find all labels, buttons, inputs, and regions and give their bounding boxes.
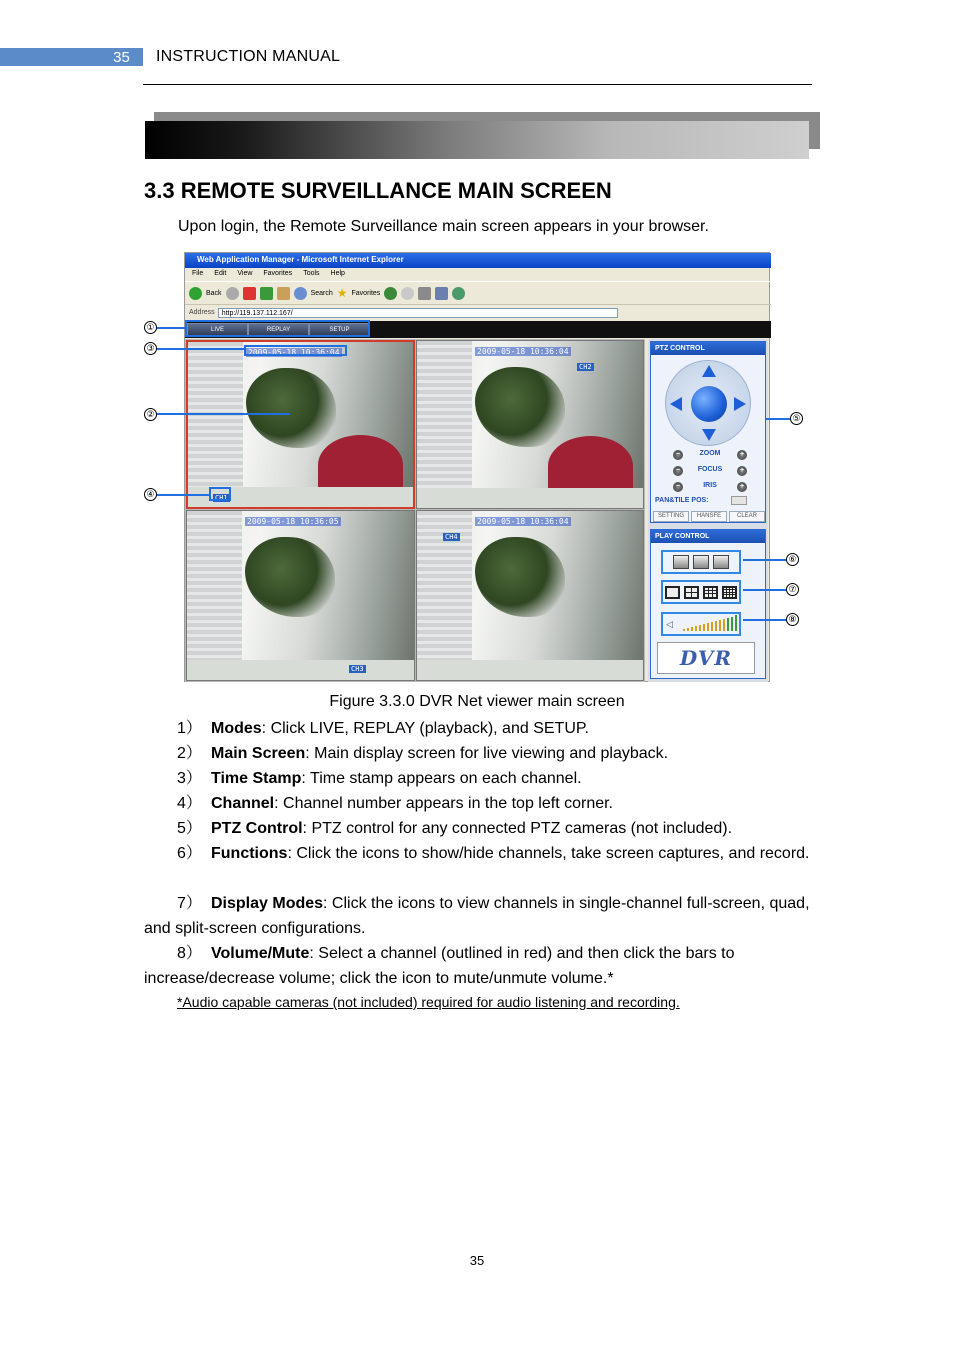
- camera-plant: [475, 537, 565, 617]
- ptz-joystick[interactable]: [665, 360, 751, 446]
- item-term: Main Screen: [211, 745, 306, 762]
- camera-wall: [188, 342, 243, 507]
- callout-line-6: [743, 559, 786, 561]
- item-term: Display Modes: [211, 895, 324, 912]
- ptz-joystick-ball[interactable]: [691, 386, 727, 422]
- callout-1: ①: [144, 321, 157, 334]
- zoom-plus-icon[interactable]: +: [737, 450, 747, 460]
- header-rule: [143, 84, 812, 85]
- history-icon[interactable]: [384, 287, 397, 300]
- zoom-label: ZOOM: [699, 450, 721, 457]
- address-label: Address: [189, 309, 215, 316]
- favorites-icon[interactable]: ★: [336, 286, 348, 300]
- ptz-clear-button[interactable]: CLEAR: [729, 511, 765, 522]
- camera-plant: [475, 367, 565, 447]
- callout-box-channel: [209, 487, 231, 501]
- item-number: 7）: [177, 895, 202, 912]
- messenger-icon[interactable]: [452, 287, 465, 300]
- header-title: INSTRUCTION MANUAL: [156, 48, 341, 65]
- address-bar: [185, 306, 771, 319]
- callout-line-1: [157, 327, 185, 329]
- channel-label-ch3: CH3: [351, 665, 364, 673]
- nine-view-icon[interactable]: [703, 586, 718, 599]
- channel-label-ch2: CH2: [579, 363, 592, 371]
- camera-wall: [187, 511, 242, 680]
- home-icon[interactable]: [277, 287, 290, 300]
- arrow-down-icon[interactable]: [702, 429, 716, 441]
- address-input[interactable]: http://119.137.112.167/: [218, 308, 618, 318]
- menu-bar: [185, 268, 771, 280]
- camera-floor: [187, 660, 414, 680]
- callout-line-5: [766, 418, 790, 420]
- timestamp-ch3: 2009-05-18 10:36:05: [247, 517, 339, 526]
- menu-help[interactable]: Help: [330, 270, 345, 277]
- refresh-icon[interactable]: [260, 287, 273, 300]
- ptz-focus-row: [673, 465, 747, 477]
- function-icons: [661, 550, 741, 574]
- timestamp-ch2: 2009-05-18 10:36:04: [477, 347, 569, 356]
- arrow-left-icon[interactable]: [670, 397, 682, 411]
- iris-plus-icon[interactable]: +: [737, 482, 747, 492]
- pan-tile-label: PAN&TILE POS:: [655, 497, 709, 504]
- callout-line-7: [743, 589, 786, 591]
- focus-plus-icon[interactable]: +: [737, 466, 747, 476]
- camera-view-ch4[interactable]: [416, 510, 644, 681]
- header-page-number: 35: [113, 49, 130, 66]
- item-text: : Select a channel (outlined in red) and then click the bars to increase/decrease volume; click the icon to mute/unmute volume.*: [144, 945, 735, 987]
- pan-tile-input[interactable]: [731, 496, 747, 505]
- list-item: [144, 891, 814, 941]
- callout-line-4: [157, 494, 209, 496]
- footer-page-number: 35: [469, 1253, 485, 1268]
- list-item: [144, 716, 814, 741]
- item-number: 5）: [177, 820, 202, 837]
- arrow-right-icon[interactable]: [734, 397, 746, 411]
- item-text: : Time stamp appears on each channel.: [301, 770, 582, 787]
- arrow-up-icon[interactable]: [702, 365, 716, 377]
- ptz-zoom-row: [673, 449, 747, 461]
- item-text: : Channel number appears in the top left corner.: [274, 795, 613, 812]
- item-number: 1）: [177, 720, 202, 737]
- speaker-mute-icon[interactable]: ◁: [666, 619, 673, 629]
- edit-icon[interactable]: [435, 287, 448, 300]
- display-mode-icons: [661, 580, 741, 604]
- callout-6: ⑥: [786, 553, 799, 566]
- mode-live-button[interactable]: LIVE: [187, 323, 248, 337]
- mode-replay-button[interactable]: REPLAY: [248, 323, 309, 337]
- print-icon[interactable]: [418, 287, 431, 300]
- window-titlebar: [185, 253, 771, 268]
- item-term: Volume/Mute: [211, 945, 310, 962]
- camera-plant: [246, 368, 336, 448]
- callout-3: ③: [144, 342, 157, 355]
- item-term: Modes: [211, 720, 262, 737]
- camera-view-ch1[interactable]: [186, 340, 415, 509]
- ptz-title: PTZ CONTROL: [651, 342, 765, 355]
- channel-label-ch1: CH1: [215, 494, 228, 502]
- callout-line-3: [157, 348, 244, 350]
- window-title: Web Application Manager - Microsoft Internet Explorer: [197, 255, 404, 264]
- item-term: Channel: [211, 795, 275, 812]
- figure-screenshot: [184, 252, 770, 682]
- screen-capture-icon[interactable]: [693, 555, 709, 569]
- side-panel: [648, 339, 768, 682]
- item-number: 3）: [177, 770, 202, 787]
- play-control-title: PLAY CONTROL: [651, 530, 765, 543]
- item-text: : Click LIVE, REPLAY (playback), and SETUP.: [261, 720, 589, 737]
- item-number: 8）: [177, 945, 202, 962]
- menu-edit[interactable]: Edit: [214, 270, 227, 277]
- sixteen-view-icon[interactable]: [722, 586, 737, 599]
- back-icon[interactable]: [189, 287, 202, 300]
- focus-label: FOCUS: [697, 466, 723, 473]
- mode-setup-button[interactable]: SETUP: [309, 323, 370, 337]
- timestamp-ch4: 2009-05-18 10:36:04: [477, 517, 569, 526]
- iris-minus-icon[interactable]: −: [673, 482, 683, 492]
- search-label[interactable]: Search: [310, 289, 333, 297]
- callout-5: ⑤: [790, 412, 803, 425]
- forward-icon[interactable]: [226, 287, 239, 300]
- section-heading: 3.3 REMOTE SURVEILLANCE MAIN SCREEN: [144, 178, 612, 203]
- record-icon[interactable]: [713, 555, 729, 569]
- list-item: [144, 791, 814, 816]
- callout-8: ⑧: [786, 613, 799, 626]
- callout-4: ④: [144, 488, 157, 501]
- quad-view-icon[interactable]: [684, 586, 699, 599]
- item-term: Functions: [211, 845, 288, 862]
- iris-label: IRIS: [703, 482, 717, 489]
- camera-view-ch3[interactable]: [186, 510, 415, 681]
- timestamp-ch1: 2009-05-18 10:36:04: [248, 348, 340, 357]
- callout-box-modes: [185, 320, 370, 337]
- play-control-panel: [650, 529, 766, 679]
- callout-line-2: [157, 413, 290, 415]
- callout-box-timestamp: [244, 345, 347, 356]
- ptz-control-panel: [650, 341, 766, 523]
- ptz-iris-row: [673, 481, 747, 493]
- footnote: *Audio capable cameras (not included) required for audio listening and recording.: [177, 994, 680, 1010]
- mail-icon[interactable]: [401, 287, 414, 300]
- back-label[interactable]: Back: [206, 289, 222, 297]
- camera-wall: [417, 341, 472, 508]
- zoom-minus-icon[interactable]: −: [673, 450, 683, 460]
- callout-7: ⑦: [786, 583, 799, 596]
- list-item: [144, 741, 814, 766]
- camera-chair: [548, 436, 633, 496]
- item-number: 2）: [177, 745, 202, 762]
- volume-control: [661, 612, 741, 636]
- favorites-label[interactable]: Favorites: [351, 289, 381, 297]
- menu-view[interactable]: View: [237, 270, 253, 277]
- callout-line-8: [743, 619, 786, 621]
- camera-view-ch2[interactable]: [416, 340, 644, 509]
- menu-tools[interactable]: Tools: [303, 270, 320, 277]
- list-item: [144, 841, 814, 866]
- figure-caption: Figure 3.3.0 DVR Net viewer main screen: [329, 693, 625, 710]
- menu-file[interactable]: File: [192, 270, 204, 277]
- section-intro: Upon login, the Remote Surveillance main screen appears in your browser.: [178, 218, 709, 235]
- menu-favorites[interactable]: Favorites: [263, 270, 293, 277]
- list-item: [144, 941, 814, 991]
- focus-minus-icon[interactable]: −: [673, 466, 683, 476]
- single-view-icon[interactable]: [665, 586, 680, 599]
- item-term: PTZ Control: [211, 820, 303, 837]
- volume-bars[interactable]: [683, 615, 739, 631]
- item-text: : Main display screen for live viewing and playback.: [305, 745, 669, 762]
- camera-floor: [417, 660, 643, 680]
- stop-icon[interactable]: [243, 287, 256, 300]
- channel-toggle-icon[interactable]: [673, 555, 689, 569]
- list-item: [144, 766, 814, 791]
- ptz-setting-button[interactable]: SETTING: [653, 511, 689, 522]
- ptz-hansfe-button[interactable]: HANSFE: [691, 511, 727, 522]
- item-number: 6）: [177, 845, 202, 862]
- item-text: : Click the icons to show/hide channels, take screen captures, and record.: [287, 845, 810, 862]
- item-text: : PTZ control for any connected PTZ cameras (not included).: [302, 820, 733, 837]
- channel-label-ch4: CH4: [445, 533, 458, 541]
- dvr-logo: DVR: [657, 642, 755, 674]
- camera-plant: [245, 537, 335, 617]
- list-item: [144, 816, 814, 841]
- camera-floor: [417, 488, 643, 508]
- main-screen: [185, 339, 645, 682]
- search-icon[interactable]: [294, 287, 307, 300]
- item-text: : Click the icons to view channels in single-channel full-screen, quad, and split-screen configurations.: [144, 895, 810, 937]
- section-band: [145, 121, 809, 159]
- ptz-buttons: [653, 511, 765, 522]
- item-term: Time Stamp: [211, 770, 302, 787]
- browser-toolbar: [185, 281, 771, 305]
- callout-2: ②: [144, 408, 157, 421]
- item-number: 4）: [177, 795, 202, 812]
- camera-chair: [318, 435, 403, 495]
